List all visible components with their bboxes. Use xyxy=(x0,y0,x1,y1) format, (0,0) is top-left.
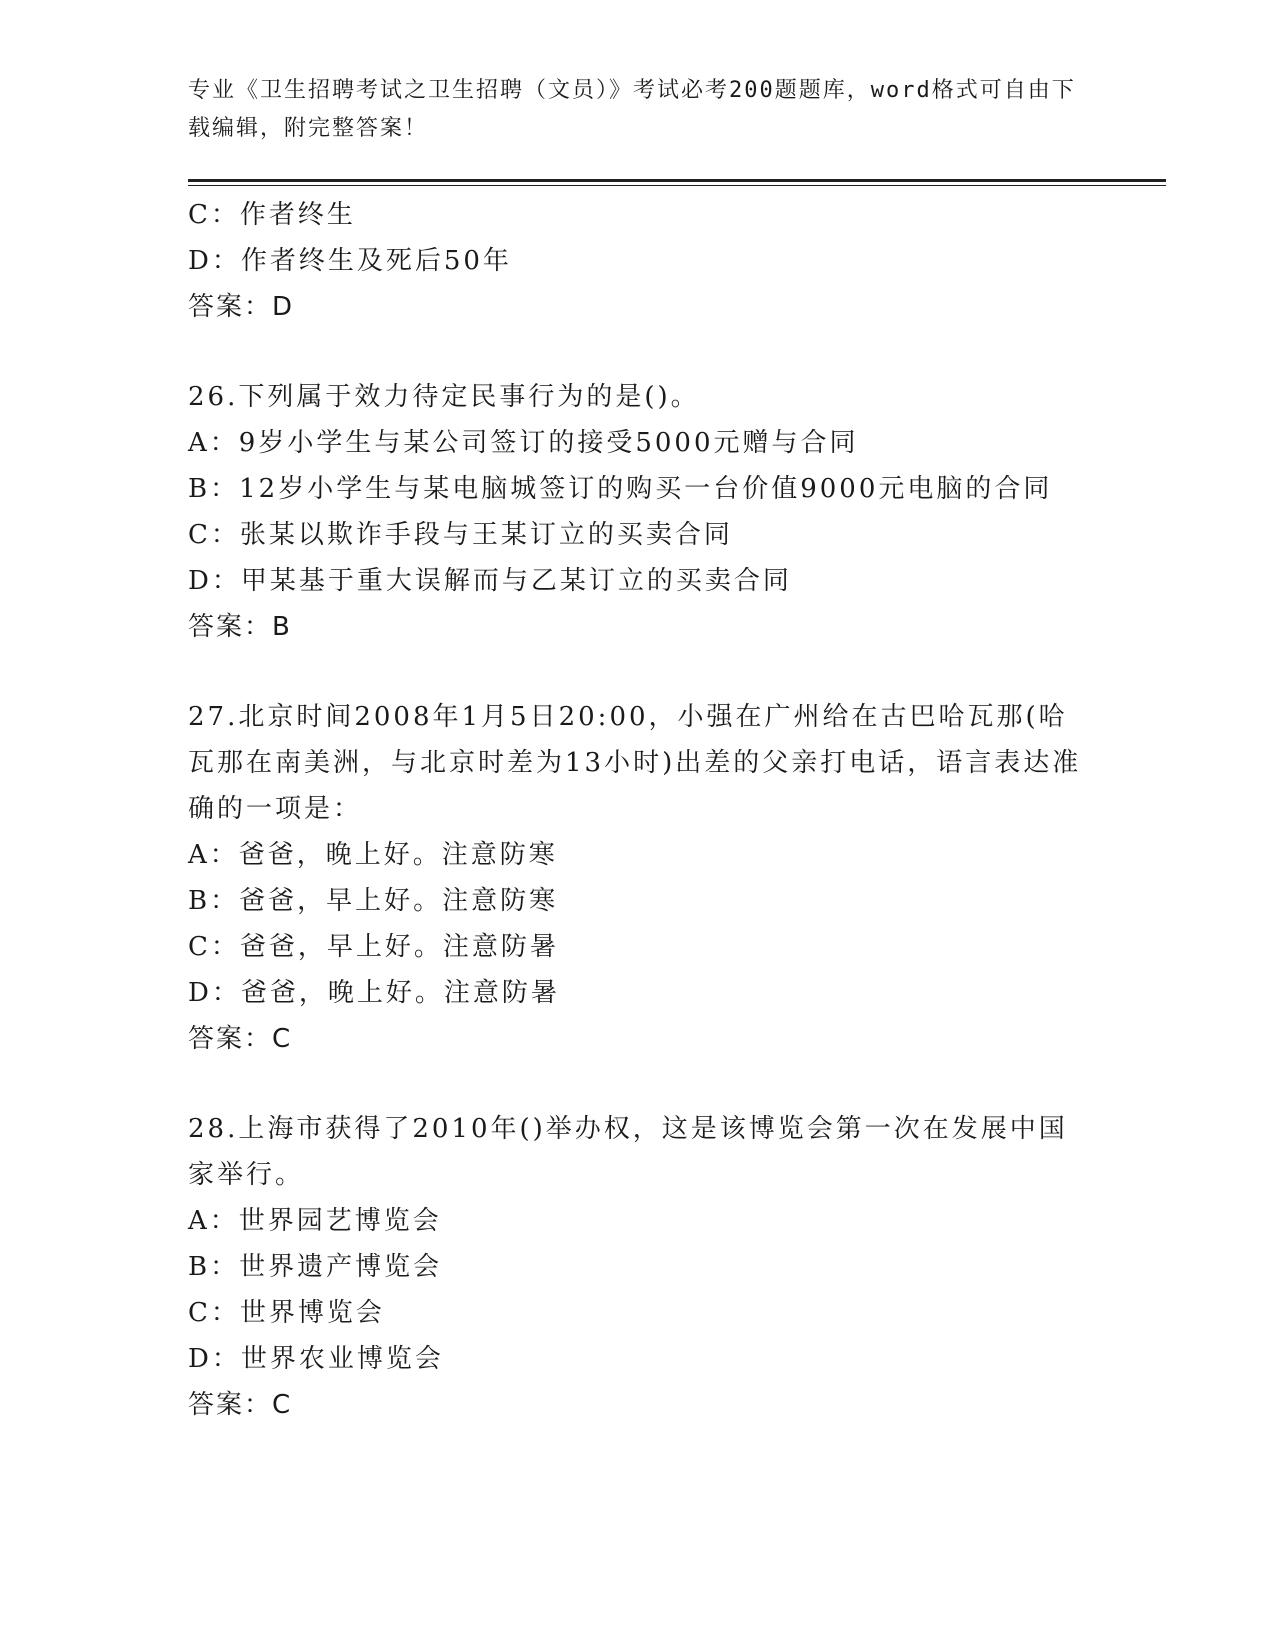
option-c: C：作者终生 xyxy=(188,200,356,230)
header-rule-thick xyxy=(188,179,1166,182)
question-block-28 xyxy=(188,1106,1088,1428)
question-stem: 27.北京时间2008年1月5日20:00，小强在广州给在古巴哈瓦那(哈瓦那在南美洲，与北京时差为13小时)出差的父亲打电话，语言表达准确的一项是： xyxy=(188,702,1082,824)
question-stem: 26.下列属于效力待定民事行为的是()。 xyxy=(188,382,700,412)
question-block-26 xyxy=(188,374,1088,650)
option-a: A：世界园艺博览会 xyxy=(188,1206,442,1236)
option-a: A：爸爸，晚上好。注意防寒 xyxy=(188,840,558,870)
answer: 答案：C xyxy=(188,1024,293,1054)
option-c: C：张某以欺诈手段与王某订立的买卖合同 xyxy=(188,520,733,550)
option-c: C：世界博览会 xyxy=(188,1298,385,1328)
option-b: B：爸爸，早上好。注意防寒 xyxy=(188,886,559,916)
answer: 答案：C xyxy=(188,1390,293,1420)
option-d: D：世界农业博览会 xyxy=(188,1344,444,1374)
question-stem: 28.上海市获得了2010年()举办权，这是该博览会第一次在发展中国家举行。 xyxy=(188,1114,1068,1190)
option-d: D：作者终生及死后50年 xyxy=(188,246,512,276)
answer: 答案：B xyxy=(188,612,292,642)
option-b: B：12岁小学生与某电脑城签订的购买一台价值9000元电脑的合同 xyxy=(188,474,1053,504)
option-d: D：爸爸，晚上好。注意防暑 xyxy=(188,978,560,1008)
question-block-prev xyxy=(188,192,1088,330)
option-a: A：9岁小学生与某公司签订的接受5000元赠与合同 xyxy=(188,428,859,458)
option-d: D：甲某基于重大误解而与乙某订立的买卖合同 xyxy=(188,566,792,596)
header-rule-thin xyxy=(188,185,1166,186)
question-block-27 xyxy=(188,694,1088,1062)
page-header: 专业《卫生招聘考试之卫生招聘（文员）》考试必考200题题库，word格式可自由下载编辑，附完整答案！ xyxy=(188,78,1076,141)
option-b: B：世界遗产博览会 xyxy=(188,1252,443,1282)
answer: 答案：D xyxy=(188,292,295,322)
question-content xyxy=(188,192,1088,1428)
option-c: C：爸爸，早上好。注意防暑 xyxy=(188,932,559,962)
